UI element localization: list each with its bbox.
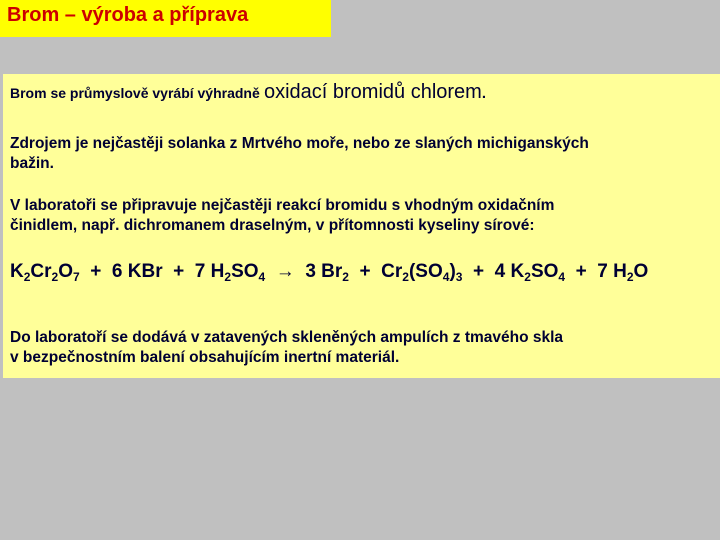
eq-subscript: 2	[524, 270, 531, 284]
eq-part: + 4 K	[462, 261, 525, 282]
paragraph-source	[10, 134, 589, 174]
paragraph-industrial-production	[10, 82, 486, 104]
paragraph-1-period: .	[481, 85, 486, 102]
eq-part: → 3 Br	[265, 261, 343, 282]
eq-part: O	[633, 261, 649, 282]
paragraph-1-highlight: oxidací bromidů chlorem	[263, 81, 482, 103]
eq-subscript: 4	[558, 270, 566, 284]
eq-subscript: 2	[224, 270, 232, 284]
eq-part: Cr	[30, 261, 52, 282]
eq-part: K	[10, 261, 24, 282]
chemical-equation	[10, 260, 648, 289]
eq-part: + Cr	[348, 261, 403, 282]
eq-subscript: 4	[258, 270, 266, 284]
eq-part: + 6 KBr + 7 H	[79, 261, 225, 282]
eq-subscript: 3	[455, 270, 463, 284]
eq-subscript: 4	[442, 270, 450, 284]
eq-subscript: 2	[626, 270, 634, 284]
paragraph-3-line-1: V laboratoři se připravuje nejčastěji reakcí bromidu s vhodným oxidačním	[10, 197, 555, 214]
paragraph-2-line-2: bažin.	[10, 155, 54, 172]
paragraph-4-line-2: v bezpečnostním balení obsahujícím inertní materiál.	[10, 349, 400, 366]
eq-subscript: 2	[402, 270, 409, 284]
paragraph-3-line-2: činidlem, např. dichromanem draselným, v přítomnosti kyseliny sírové:	[10, 217, 535, 234]
paragraph-storage	[10, 328, 563, 368]
content-box	[3, 74, 720, 378]
slide-title-text: Brom – výroba a příprava	[7, 4, 249, 26]
paragraph-laboratory	[10, 196, 554, 236]
eq-subscript: 7	[73, 270, 80, 284]
paragraph-4-line-1: Do laboratoří se dodává v zatavených skleněných ampulích z tmavého skla	[10, 329, 564, 346]
eq-part: + 7 H	[565, 261, 627, 282]
eq-part: (SO	[408, 261, 443, 282]
eq-part: O	[58, 261, 74, 282]
eq-subscript: 2	[23, 270, 31, 284]
paragraph-1-text-a: Brom se průmyslově vyrábí výhradně	[10, 85, 260, 101]
eq-subscript: 2	[51, 270, 59, 284]
eq-part: SO	[231, 261, 259, 282]
paragraph-2-line-1: Zdrojem je nejčastěji solanka z Mrtvého moře, nebo ze slaných michiganských	[10, 135, 589, 152]
eq-subscript: 2	[342, 270, 349, 284]
slide-title	[0, 0, 331, 37]
eq-part: SO	[530, 261, 559, 282]
eq-part: )	[449, 261, 456, 282]
